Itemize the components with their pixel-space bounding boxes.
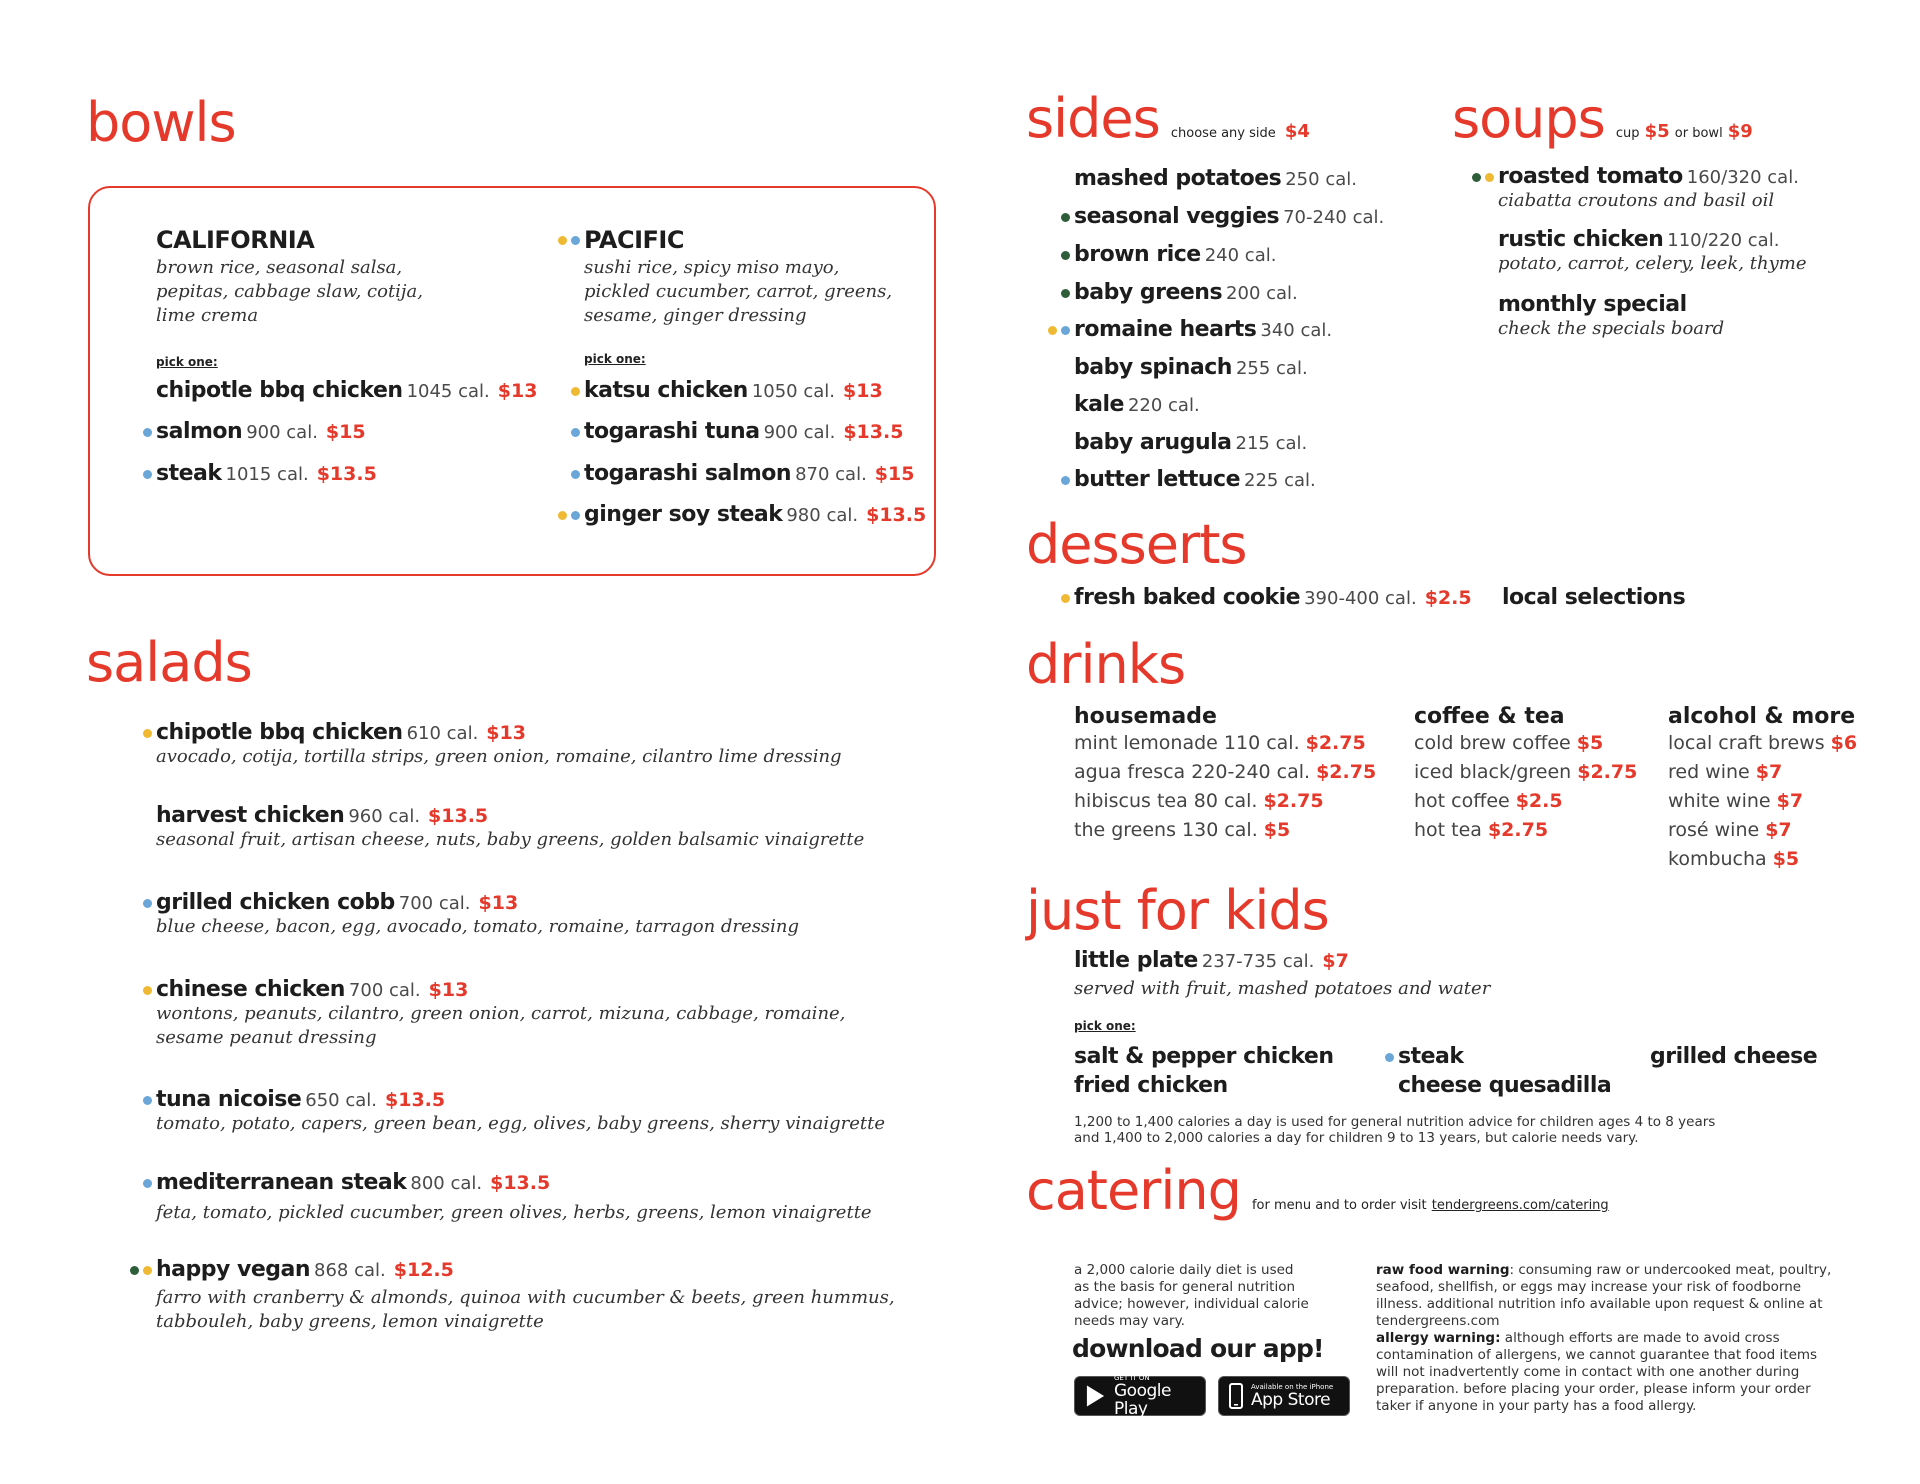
soup-item-special xyxy=(1498,292,1724,341)
blue-dot-icon xyxy=(143,1096,152,1105)
drink-price: $2.75 xyxy=(1487,819,1549,841)
item-price: $13 xyxy=(428,979,469,1001)
diet-dots xyxy=(130,1096,152,1105)
kids-option: grilled cheese xyxy=(1650,1044,1818,1069)
soups-cup-label: cup xyxy=(1615,126,1640,141)
drink-price: $2.75 xyxy=(1305,732,1366,754)
disclaimer-line: advice; however, individual calorie xyxy=(1074,1296,1309,1312)
yellow-dot-icon xyxy=(558,511,567,520)
dessert-item-cookie xyxy=(1074,585,1472,610)
item-price: $15 xyxy=(874,463,915,485)
item-cal: 70-240 cal. xyxy=(1283,207,1385,228)
diet-dots xyxy=(1048,594,1070,603)
item-name: tuna nicoise xyxy=(156,1087,302,1112)
warnings xyxy=(1376,1262,1831,1415)
salad-item-cobb xyxy=(156,890,799,939)
local-selections: local selections xyxy=(1502,585,1686,610)
item-price: $15 xyxy=(325,421,366,443)
calorie-disclaimer xyxy=(1074,1262,1309,1330)
salad-item-chipotle xyxy=(156,720,842,769)
california-desc-2: pepitas, cabbage slaw, cotija, xyxy=(156,281,423,302)
item-cal: 390-400 cal. xyxy=(1304,588,1417,609)
drink-price: $2.5 xyxy=(1515,790,1563,812)
item-cal: 225 cal. xyxy=(1244,470,1316,491)
salad-item-vegan xyxy=(156,1257,895,1334)
item-price: $13 xyxy=(486,722,526,744)
drink-price: $7 xyxy=(1776,790,1804,812)
soups-bowl-label: or bowl xyxy=(1674,126,1723,141)
item-name: steak xyxy=(156,461,222,486)
item-price: $13.5 xyxy=(316,463,377,485)
blue-dot-icon xyxy=(1061,476,1070,485)
allergy-warning-line xyxy=(1376,1330,1831,1347)
drink-line xyxy=(1414,816,1637,845)
california-item-chipotle xyxy=(156,378,537,403)
drink-name: cold brew coffee xyxy=(1414,732,1571,754)
diet-dots xyxy=(1372,1053,1394,1062)
item-cal: 110/220 cal. xyxy=(1667,230,1780,251)
item-cal: 237-735 cal. xyxy=(1201,951,1315,972)
side-item xyxy=(1074,430,1307,455)
item-price: $7 xyxy=(1322,950,1349,972)
side-item xyxy=(1074,392,1200,417)
pacific-desc-3: sesame, ginger dressing xyxy=(584,305,807,326)
bowls-title: bowls xyxy=(86,91,236,154)
california-desc-3: lime crema xyxy=(156,305,259,326)
blue-dot-icon xyxy=(143,470,152,479)
item-price: $13 xyxy=(497,380,538,402)
item-name: chinese chicken xyxy=(156,977,345,1002)
soup-item-chicken xyxy=(1498,227,1806,276)
diet-dots xyxy=(130,470,152,479)
item-price: $2.5 xyxy=(1424,587,1472,609)
salads-title: salads xyxy=(86,631,252,694)
google-play-small: GET IT ON xyxy=(1114,1374,1150,1382)
blue-dot-icon xyxy=(1385,1053,1394,1062)
california-item-steak xyxy=(156,461,377,486)
item-desc: farro with cranberry & almonds, quinoa with cucumber & beets, green hummus, xyxy=(156,1287,895,1308)
item-desc: seasonal fruit, artisan cheese, nuts, baby greens, golden balsamic vinaigrette xyxy=(156,829,865,850)
item-name: happy vegan xyxy=(156,1257,311,1282)
item-cal: 800 cal. xyxy=(410,1173,483,1194)
california-item-salmon xyxy=(156,419,366,444)
green-dot-icon xyxy=(1061,289,1070,298)
google-play-label xyxy=(1114,1374,1205,1418)
item-cal: 900 cal. xyxy=(763,422,836,443)
kids-note-line: and 1,400 to 2,000 calories a day for children 9 to 13 years, but calorie needs vary. xyxy=(1074,1130,1639,1146)
item-desc-2: sesame peanut dressing xyxy=(156,1027,377,1048)
catering-title: catering xyxy=(1026,1159,1241,1222)
item-cal: 960 cal. xyxy=(348,806,421,827)
pacific-desc-2: pickled cucumber, carrot, greens, xyxy=(584,281,893,302)
diet-dots xyxy=(558,236,580,245)
soup-item-tomato xyxy=(1498,164,1799,213)
diet-dots xyxy=(1048,289,1070,298)
item-name: little plate xyxy=(1074,948,1198,973)
drinks-column-coffee xyxy=(1414,704,1637,845)
warning-line: tendergreens.com xyxy=(1376,1313,1500,1329)
item-cal: 240 cal. xyxy=(1204,245,1277,266)
drink-name: mint lemonade 110 cal. xyxy=(1074,732,1300,754)
catering-header xyxy=(1026,1159,1609,1222)
diet-dots xyxy=(130,428,152,437)
drink-price: $2.75 xyxy=(1263,790,1324,812)
item-price: $13.5 xyxy=(866,504,927,526)
drink-line xyxy=(1074,787,1376,816)
app-store-label xyxy=(1251,1383,1333,1409)
item-desc: wontons, peanuts, cilantro, green onion, carrot, mizuna, cabbage, romaine, xyxy=(156,1003,846,1024)
kids-note-line: 1,200 to 1,400 calories a day is used for general nutrition advice for children ages 4 to 8 years xyxy=(1074,1114,1716,1130)
side-item xyxy=(1074,355,1308,380)
item-name: togarashi salmon xyxy=(584,461,792,486)
item-name: chipotle bbq chicken xyxy=(156,378,403,403)
item-price: $12.5 xyxy=(393,1259,454,1281)
kids-option: salt & pepper chicken xyxy=(1074,1044,1334,1069)
allergy-warning-label: allergy warning: xyxy=(1376,1330,1501,1346)
diet-dots xyxy=(130,1266,152,1275)
drink-price: $2.75 xyxy=(1577,761,1638,783)
kids-option: steak xyxy=(1398,1044,1464,1069)
item-desc: potato, carrot, celery, leek, thyme xyxy=(1498,253,1807,274)
diet-dots xyxy=(1048,476,1070,485)
item-name: grilled chicken cobb xyxy=(156,890,395,915)
drink-price: $7 xyxy=(1755,761,1783,783)
blue-dot-icon xyxy=(143,899,152,908)
green-dot-icon xyxy=(1061,213,1070,222)
pacific-desc-1: sushi rice, spicy miso mayo, xyxy=(584,257,840,278)
item-name: kale xyxy=(1074,392,1124,417)
blue-dot-icon xyxy=(571,511,580,520)
kids-pick-label: pick one: xyxy=(1074,1019,1136,1033)
drink-name: red wine xyxy=(1668,761,1750,783)
item-desc: check the specials board xyxy=(1498,318,1725,339)
item-name: salmon xyxy=(156,419,243,444)
california-name: CALIFORNIA xyxy=(156,226,315,254)
google-play-big: Google Play xyxy=(1114,1381,1171,1419)
item-name: brown rice xyxy=(1074,242,1201,267)
drink-price: $6 xyxy=(1830,732,1858,754)
item-name: ginger soy steak xyxy=(584,502,783,527)
warning-text: although efforts are made to avoid cross xyxy=(1500,1330,1780,1346)
california-desc-1: brown rice, seasonal salsa, xyxy=(156,257,403,278)
blue-dot-icon xyxy=(571,470,580,479)
salad-item-nicoise xyxy=(156,1087,885,1136)
warning-line: contamination of allergens, we cannot guarantee that food items xyxy=(1376,1347,1818,1363)
kids-option: fried chicken xyxy=(1074,1073,1228,1098)
kids-title: just for kids xyxy=(1026,879,1329,942)
item-cal: 700 cal. xyxy=(398,893,471,914)
app-store-big: App Store xyxy=(1251,1390,1331,1410)
pacific-item-salmon xyxy=(584,461,914,486)
item-desc: avocado, cotija, tortilla strips, green onion, romaine, cilantro lime dressing xyxy=(156,746,842,767)
salad-item-chinese xyxy=(156,977,845,1050)
drink-line xyxy=(1668,845,1857,874)
item-price: $13.5 xyxy=(385,1089,446,1111)
green-dot-icon xyxy=(1061,251,1070,260)
item-name: katsu chicken xyxy=(584,378,748,403)
item-price: $13.5 xyxy=(428,805,489,827)
item-cal: 220 cal. xyxy=(1127,395,1200,416)
drink-line xyxy=(1414,758,1637,787)
google-play-button[interactable] xyxy=(1074,1374,1206,1419)
drink-line xyxy=(1414,729,1637,758)
diet-dots xyxy=(558,470,580,479)
item-cal: 700 cal. xyxy=(348,980,421,1001)
item-cal: 650 cal. xyxy=(305,1090,377,1111)
diet-dots xyxy=(130,986,152,995)
sides-note: choose any side xyxy=(1170,126,1276,141)
item-name: baby arugula xyxy=(1074,430,1232,455)
diet-dots xyxy=(1048,213,1070,222)
drink-line xyxy=(1668,758,1857,787)
drink-name: rosé wine xyxy=(1668,819,1760,841)
drinks-column-housemade xyxy=(1074,704,1376,845)
drink-line xyxy=(1668,816,1857,845)
warning-line: taker if anyone in your party has a food allergy. xyxy=(1376,1398,1697,1414)
item-desc-2: tabbouleh, baby greens, lemon vinaigrette xyxy=(156,1311,544,1332)
side-item xyxy=(1074,242,1276,267)
item-name: mashed potatoes xyxy=(1074,166,1282,191)
item-name: rustic chicken xyxy=(1498,227,1664,252)
diet-dots xyxy=(1048,326,1070,335)
diet-dots xyxy=(558,511,580,520)
item-name: monthly special xyxy=(1498,292,1687,317)
warning-line: illness. additional nutrition info available upon request & online at xyxy=(1376,1296,1823,1312)
kids-option-steak xyxy=(1398,1044,1464,1069)
salad-item-harvest xyxy=(156,803,864,852)
drink-line xyxy=(1414,787,1637,816)
yellow-dot-icon xyxy=(571,387,580,396)
yellow-dot-icon xyxy=(1048,326,1057,335)
drinks-column-alcohol xyxy=(1668,704,1857,874)
item-cal: 340 cal. xyxy=(1260,320,1333,341)
drink-name: local craft brews xyxy=(1668,732,1825,754)
drink-name: white wine xyxy=(1668,790,1771,812)
side-item xyxy=(1074,467,1316,492)
drinks-column-head: alcohol & more xyxy=(1668,704,1856,729)
warning-line: seafood, shellfish, or eggs may increase your risk of foodborne xyxy=(1376,1279,1802,1295)
blue-dot-icon xyxy=(1061,326,1070,335)
yellow-dot-icon xyxy=(1485,173,1494,182)
side-item xyxy=(1074,204,1384,229)
blue-dot-icon xyxy=(571,428,580,437)
item-cal: 250 cal. xyxy=(1285,169,1357,190)
disclaimer-line: needs may vary. xyxy=(1074,1313,1185,1329)
diet-dots xyxy=(1048,251,1070,260)
drinks-title: drinks xyxy=(1026,633,1186,696)
sides-title: sides xyxy=(1026,87,1160,150)
desserts-title: desserts xyxy=(1026,513,1247,576)
item-cal: 870 cal. xyxy=(795,464,867,485)
pacific-item-katsu xyxy=(584,378,883,403)
pacific-item-steak xyxy=(584,502,926,527)
raw-food-warning-line xyxy=(1376,1262,1831,1279)
drink-line xyxy=(1074,729,1376,758)
diet-dots xyxy=(130,729,152,738)
item-desc: feta, tomato, pickled cucumber, green olives, herbs, greens, lemon vinaigrette xyxy=(156,1202,872,1223)
warning-line: will not inadvertently come in contact with one another during xyxy=(1376,1364,1800,1380)
warning-text: : consuming raw or undercooked meat, poultry, xyxy=(1509,1262,1832,1278)
soups-title: soups xyxy=(1452,87,1605,150)
drink-line xyxy=(1668,787,1857,816)
drinks-column-head: coffee & tea xyxy=(1414,704,1565,729)
item-name: butter lettuce xyxy=(1074,467,1240,492)
drink-price: $5 xyxy=(1263,819,1291,841)
soups-bowl-price: $9 xyxy=(1727,121,1753,142)
item-cal: 900 cal. xyxy=(246,422,318,443)
drinks-column-head: housemade xyxy=(1074,704,1217,729)
sides-price: $4 xyxy=(1284,121,1310,142)
item-cal: 980 cal. xyxy=(786,505,859,526)
pacific-item-tuna xyxy=(584,419,903,444)
item-price: $13 xyxy=(478,892,519,914)
item-price: $13.5 xyxy=(490,1172,551,1194)
drink-line xyxy=(1668,729,1857,758)
item-cal: 200 cal. xyxy=(1226,283,1298,304)
blue-dot-icon xyxy=(143,1179,152,1188)
yellow-dot-icon xyxy=(143,1266,152,1275)
item-name: togarashi tuna xyxy=(584,419,760,444)
google-play-icon xyxy=(1085,1384,1106,1408)
catering-link[interactable]: tendergreens.com/catering xyxy=(1431,1198,1609,1213)
drink-price: $5 xyxy=(1772,848,1800,870)
app-store-small: Available on the iPhone xyxy=(1251,1383,1334,1391)
item-name: mediterranean steak xyxy=(156,1170,407,1195)
item-name: baby spinach xyxy=(1074,355,1232,380)
diet-dots xyxy=(1472,173,1494,182)
green-dot-icon xyxy=(1472,173,1481,182)
item-cal: 1015 cal. xyxy=(225,464,309,485)
kids-calorie-note xyxy=(1074,1114,1715,1146)
item-name: chipotle bbq chicken xyxy=(156,720,403,745)
side-item xyxy=(1074,166,1357,191)
drink-name: hibiscus tea 80 cal. xyxy=(1074,790,1258,812)
drink-name: agua fresca 220-240 cal. xyxy=(1074,761,1311,783)
drink-name: hot coffee xyxy=(1414,790,1510,812)
pacific-name: PACIFIC xyxy=(584,226,684,254)
yellow-dot-icon xyxy=(143,986,152,995)
drink-name: kombucha xyxy=(1668,848,1767,870)
item-desc: served with fruit, mashed potatoes and water xyxy=(1074,978,1491,999)
item-price: $13.5 xyxy=(843,421,904,443)
item-name: roasted tomato xyxy=(1498,164,1683,189)
green-dot-icon xyxy=(130,1266,139,1275)
dessert-local xyxy=(1502,585,1685,610)
kids-plate xyxy=(1074,948,1490,1001)
pacific-pick-label: pick one: xyxy=(584,352,646,366)
item-price: $13 xyxy=(843,380,883,402)
diet-dots xyxy=(558,387,580,396)
sides-header xyxy=(1026,87,1310,150)
drink-name: the greens 130 cal. xyxy=(1074,819,1258,841)
side-item xyxy=(1074,317,1332,342)
california-pick-label: pick one: xyxy=(156,355,218,369)
catering-note: for menu and to order visit xyxy=(1251,1198,1427,1213)
item-name: romaine hearts xyxy=(1074,317,1257,342)
item-desc: blue cheese, bacon, egg, avocado, tomato, romaine, tarragon dressing xyxy=(156,916,800,937)
item-cal: 868 cal. xyxy=(314,1260,386,1281)
warning-line: preparation. before placing your order, please inform your order xyxy=(1376,1381,1811,1397)
drink-line xyxy=(1074,758,1376,787)
disclaimer-line: a 2,000 calorie daily diet is used xyxy=(1074,1262,1294,1278)
drink-price: $2.75 xyxy=(1316,761,1377,783)
item-cal: 610 cal. xyxy=(406,723,479,744)
item-cal: 160/320 cal. xyxy=(1686,167,1799,188)
yellow-dot-icon xyxy=(1061,594,1070,603)
drink-name: hot tea xyxy=(1414,819,1482,841)
item-name: baby greens xyxy=(1074,280,1223,305)
drink-price: $7 xyxy=(1765,819,1792,841)
pacific-section xyxy=(584,226,892,328)
item-name: harvest chicken xyxy=(156,803,345,828)
soups-header xyxy=(1452,87,1753,150)
item-name: seasonal veggies xyxy=(1074,204,1280,229)
app-title: download our app! xyxy=(1072,1334,1324,1363)
iphone-icon xyxy=(1229,1383,1243,1409)
disclaimer-line: as the basis for general nutrition xyxy=(1074,1279,1296,1295)
app-store-button[interactable] xyxy=(1218,1376,1350,1416)
soups-cup-price: $5 xyxy=(1644,121,1670,142)
side-item xyxy=(1074,280,1298,305)
item-desc: tomato, potato, capers, green bean, egg, olives, baby greens, sherry vinaigrette xyxy=(156,1113,886,1134)
diet-dots xyxy=(558,428,580,437)
raw-food-warning-label: raw food warning xyxy=(1376,1262,1510,1278)
item-cal: 1050 cal. xyxy=(751,381,836,402)
item-cal: 215 cal. xyxy=(1235,433,1308,454)
drink-price: $5 xyxy=(1576,732,1604,754)
item-cal: 1045 cal. xyxy=(406,381,490,402)
item-cal: 255 cal. xyxy=(1235,358,1308,379)
drink-line xyxy=(1074,816,1376,845)
item-desc: ciabatta croutons and basil oil xyxy=(1498,190,1775,211)
drink-name: iced black/green xyxy=(1414,761,1572,783)
blue-dot-icon xyxy=(571,236,580,245)
yellow-dot-icon xyxy=(558,236,567,245)
blue-dot-icon xyxy=(143,428,152,437)
kids-option: cheese quesadilla xyxy=(1398,1073,1612,1098)
diet-dots xyxy=(130,1179,152,1188)
item-name: fresh baked cookie xyxy=(1074,585,1301,610)
yellow-dot-icon xyxy=(143,729,152,738)
california-section xyxy=(156,226,423,328)
diet-dots xyxy=(130,899,152,908)
salad-item-mediterranean xyxy=(156,1170,872,1225)
